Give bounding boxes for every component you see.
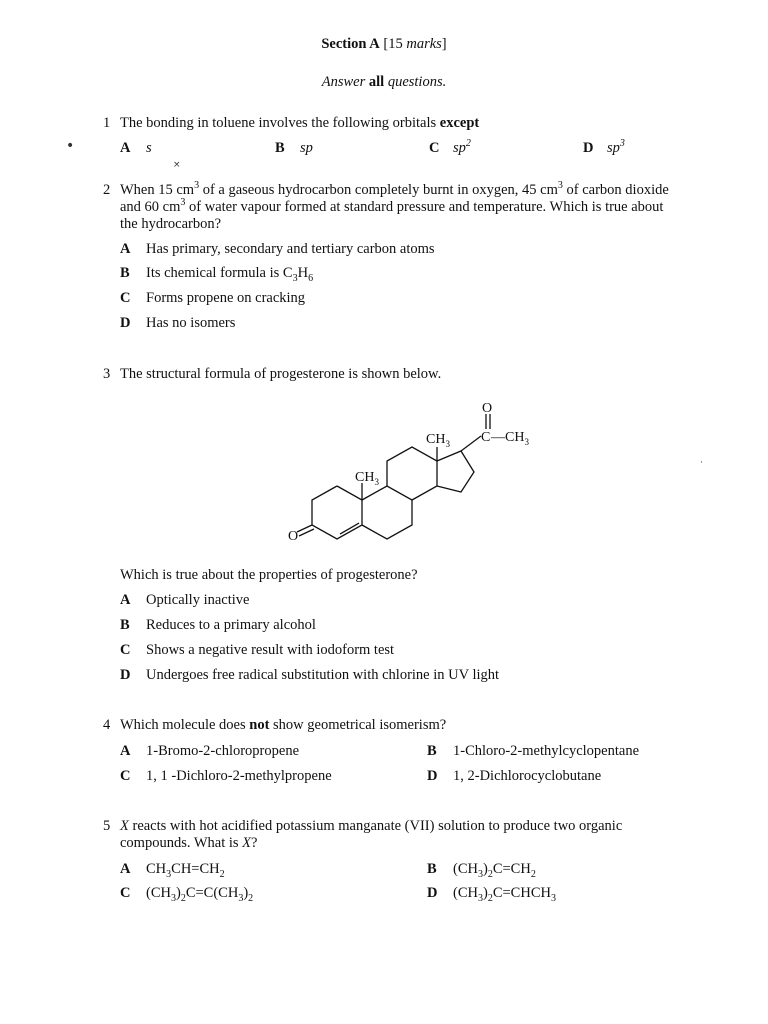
skeleton-bonds	[297, 414, 490, 539]
question-text: Which molecule does not show geometrical isomerism?	[120, 717, 447, 733]
question-text-line-2: compounds. What is X?	[120, 835, 258, 851]
question-text-line-1: X reacts with hot acidified potassium manganate (VII) solution to produce two organic	[120, 818, 623, 834]
option-text: $sp^2$	[453, 138, 471, 156]
scan-speck: •	[66, 138, 75, 154]
structure-labels	[288, 401, 529, 544]
ring-d	[437, 451, 474, 492]
acetyl-oxygen: O	[482, 401, 493, 416]
option-letter: D	[427, 885, 438, 901]
instr-post: questions.	[384, 74, 447, 90]
option-letter: D	[583, 140, 594, 156]
option-letter: D	[427, 768, 438, 784]
option-letter: A	[120, 241, 131, 257]
methyl-lower: $CH_3$	[355, 470, 379, 487]
option-letter: C	[120, 290, 131, 306]
question-number: 4	[103, 717, 111, 733]
question-number: 2	[103, 182, 111, 198]
option-text: Has primary, secondary and tertiary carbon atoms	[146, 241, 435, 257]
acetyl-methyl: $—CH_3$	[491, 430, 529, 447]
option-text: $CH_3CH=CH_2$	[146, 861, 225, 880]
ring-a	[312, 486, 362, 539]
instr-bold: all	[368, 74, 385, 90]
ring-c	[387, 447, 437, 500]
question-subtext: Which is true about the properties of progesterone?	[120, 567, 418, 583]
option-letter: A	[120, 861, 131, 877]
instr-pre: Answer	[321, 74, 369, 90]
marks-open: [15	[383, 36, 407, 52]
option-letter: B	[120, 617, 130, 633]
option-letter: D	[120, 667, 131, 683]
option-letter: A	[120, 140, 131, 156]
scan-speck: ×	[173, 160, 181, 170]
option-letter: A	[120, 592, 131, 608]
option-text: 1, 2-Dichlorocyclobutane	[453, 768, 602, 784]
option-text: Has no isomers	[146, 315, 236, 331]
question-number: 1	[103, 115, 111, 131]
scan-speck: ·	[700, 458, 703, 468]
marks-close: ]	[441, 36, 447, 52]
option-text: Shows a negative result with iodoform test	[146, 642, 395, 658]
option-text: Forms propene on cracking	[146, 290, 306, 306]
question-text-line-2: and 60 $cm^3$ of water vapour formed at standard pressure and temperature. Which is true about	[120, 197, 664, 215]
question-number: 5	[103, 818, 111, 834]
option-text: s	[146, 140, 152, 156]
option-letter: B	[120, 265, 130, 281]
option-letter: B	[275, 140, 285, 156]
q1-text-bold: except	[439, 115, 480, 131]
option-text: $(CH_3)_2C=CHCH_3$	[453, 885, 556, 904]
option-letter: B	[427, 861, 437, 877]
option-text: sp	[300, 140, 313, 156]
ketone-oxygen: O	[288, 529, 299, 544]
option-text: Undergoes free radical substitution with chlorine in UV light	[146, 667, 500, 683]
option-text: Its chemical formula is $C_3H_6$	[146, 265, 314, 284]
question-text-line-3: the hydrocarbon?	[120, 216, 222, 232]
option-text: 1-Chloro-2-methylcyclopentane	[453, 743, 640, 759]
option-letter: D	[120, 315, 131, 331]
option-text: Reduces to a primary alcohol	[146, 617, 316, 633]
option-text: $(CH_3)_2C=CH_2$	[453, 861, 536, 880]
option-text: Optically inactive	[146, 592, 250, 608]
option-text: $sp^3$	[607, 138, 625, 156]
option-letter: B	[427, 743, 437, 759]
question-number: 3	[103, 366, 111, 382]
option-text: 1, 1 -Dichloro-2-methylpropene	[146, 768, 332, 784]
side-chain-bond	[461, 436, 481, 451]
option-text: $(CH_3)_2C=C(CH_3)_2$	[146, 885, 254, 904]
marks-word: marks	[406, 36, 442, 52]
question-text: The structural formula of progesterone is shown below.	[120, 366, 442, 382]
question-text-line-1: When 15 $cm^3$ of a gaseous hydrocarbon completely burnt in oxygen, 45 $cm^3$ of carbon dioxide	[120, 180, 669, 198]
ring-b	[362, 486, 412, 539]
option-letter: C	[120, 768, 131, 784]
option-letter: C	[120, 642, 131, 658]
q1-text: The bonding in toluene involves the following orbitals	[120, 115, 440, 131]
acetyl-carbon: C	[481, 430, 491, 445]
option-letter: C	[429, 140, 440, 156]
methyl-upper: $CH_3$	[426, 432, 450, 449]
option-letter: A	[120, 743, 131, 759]
section-label: Section A	[321, 36, 380, 52]
option-text: 1-Bromo-2-chloropropene	[146, 743, 300, 759]
option-letter: C	[120, 885, 131, 901]
